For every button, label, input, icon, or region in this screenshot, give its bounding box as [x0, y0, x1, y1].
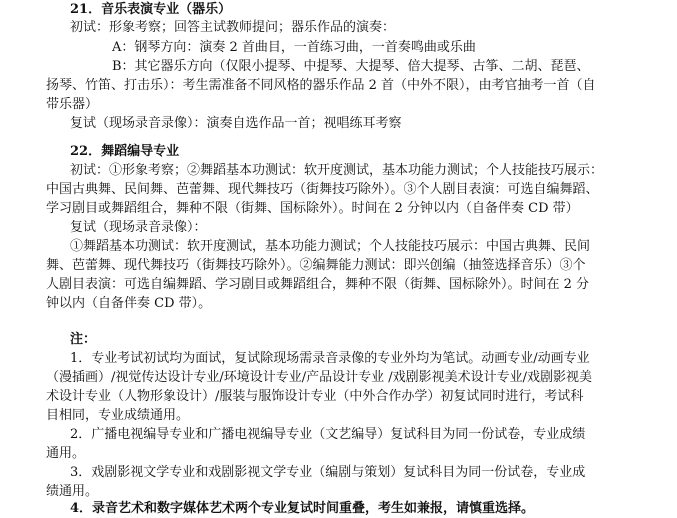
section-21-line-3: B：其它器乐方向（仅限小提琴、中提琴、大提琴、倍大提琴、古筝、二胡、琵琶、	[112, 59, 590, 74]
note-line-9: 4．录音艺术和数字媒体艺术两个专业复试时间重叠，考生如兼报，请慎重选择。	[70, 501, 535, 516]
section-21-heading: 21．音乐表演专业（器乐）	[70, 2, 232, 17]
section-22-heading: 22．舞蹈编导专业	[70, 144, 180, 159]
note-line-1: 1．专业考试初试均为面试，复试除现场需录音录像的专业外均为笔试。动画专业/动画专业	[70, 351, 590, 366]
note-line-8: 绩通用。	[46, 484, 99, 499]
section-22-line-6: 舞、芭蕾舞、现代舞技巧（街舞技巧除外）。②编舞能力测试：即兴创编（抽签选择音乐）③个	[46, 258, 586, 273]
note-line-4: 目相同，专业成绩通用。	[46, 408, 190, 423]
section-22-line-7: 人剧目表演：可选自编舞蹈、学习剧目或舞蹈组合，舞种不限（街舞、国标除外）。时间在 2 分	[46, 277, 590, 292]
section-21-line-5: 带乐器）	[46, 97, 99, 112]
section-22-line-3: 学习剧目或舞蹈组合，舞种不限（街舞、国标除外）。时间在 2 分钟以内（自备伴奏 CD 带）	[46, 201, 579, 216]
note-line-7: 3．戏剧影视文学专业和戏剧影视文学专业（编剧与策划）复试科目为同一份试卷，专业成	[70, 465, 586, 480]
note-line-2: （漫插画）/视觉传达设计专业/环境设计专业/产品设计专业 /戏剧影视美术设计专业/戏剧影视美	[46, 370, 593, 385]
section-22-line-1: 初试：①形象考察；②舞蹈基本功测试：软开度测试，基本功能力测试；个人技能技巧展示：	[70, 163, 604, 178]
section-21-line-2: A：钢琴方向：演奏 2 首曲目，一首练习曲，一首奏鸣曲或乐曲	[112, 40, 476, 55]
section-21-line-1: 初试：形象考察；回答主试教师提问；器乐作品的演奏：	[70, 20, 396, 35]
notes-title: 注：	[70, 332, 97, 347]
section-21-line-4: 扬琴、竹笛、打击乐）：考生需准备不同风格的器乐作品 2 首（中外不限），由考官抽考一首（自	[46, 78, 596, 93]
note-line-5: 2．广播电视编导专业和广播电视编导专业（文艺编导）复试科目为同一份试卷，专业成绩	[70, 427, 586, 442]
note-line-6: 通用。	[46, 446, 86, 461]
section-22-line-4: 复试（现场录音录像）：	[70, 220, 207, 235]
section-21-line-6: 复试（现场录音录像）：演奏自选作品一首；视唱练耳考察	[70, 116, 402, 131]
section-22-line-5: ①舞蹈基本功测试：软开度测试，基本功能力测试；个人技能技巧展示：中国古典舞、民间	[70, 239, 591, 254]
section-22-line-2: 中国古典舞、民间舞、芭蕾舞、现代舞技巧（街舞技巧除外）。③个人剧目表演：可选自编舞蹈、	[46, 182, 599, 197]
note-line-3: 术设计专业（人物形象设计）/服装与服饰设计专业（中外合作办学）初复试同时进行，考试科	[46, 389, 584, 404]
section-22-line-8: 钟以内（自备伴奏 CD 带）。	[46, 296, 212, 311]
